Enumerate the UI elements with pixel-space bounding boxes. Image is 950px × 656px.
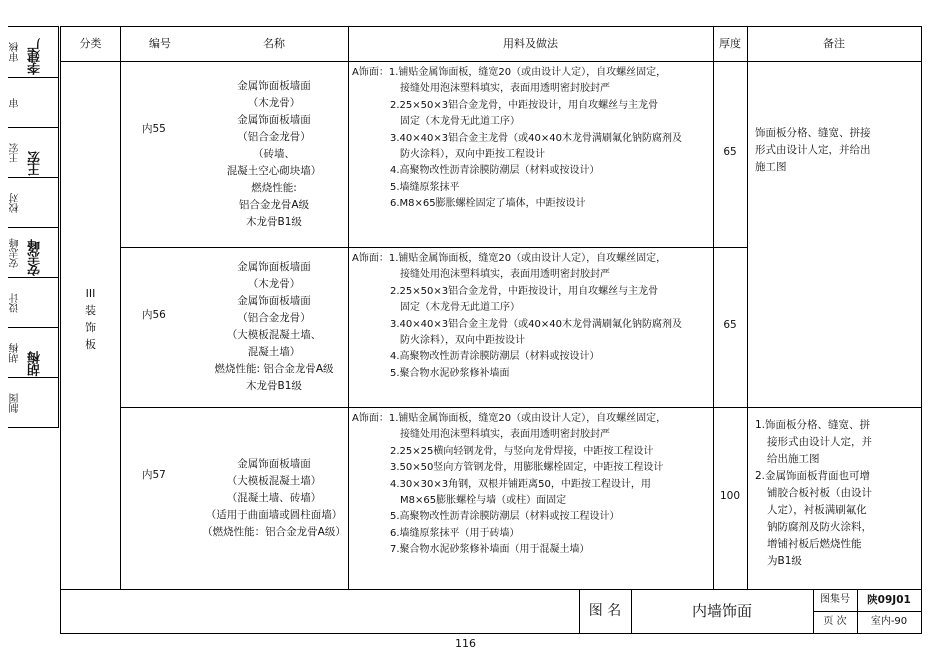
category-value: III装饰板 — [85, 287, 96, 351]
name-line: （大模板混凝土墙、 — [226, 329, 322, 341]
name-line: 混凝土墙） — [247, 346, 301, 358]
remark-line: 给出施工图 — [767, 453, 820, 465]
method-line: 2.25×50×3铝合金龙骨，中距按设计，用自攻螺丝与主龙骨 — [390, 285, 659, 297]
row-code: 内56 — [142, 309, 166, 321]
header-remark: 备注 — [823, 37, 845, 50]
signature-role-label: 设计 — [10, 293, 21, 313]
signature-row — [8, 177, 58, 228]
name-line: 金属饰面板墙面 — [237, 261, 311, 273]
name-line: （燃烧性能：铝合金龙骨A级） — [202, 525, 346, 538]
method-line: 接缝处用泡沫塑料填实，表面用透明密封胶封严 — [400, 83, 610, 95]
signature-row — [8, 27, 58, 77]
remark-line: 2.金属饰面板背面也可增 — [755, 470, 871, 482]
drawing-name: 内墙饰面 — [691, 602, 752, 620]
method-line: 防火涂料），双向中距按工程设计 — [400, 149, 545, 161]
method-line: 3.40×40×3铝合金主龙骨（或40×40木龙骨满刷氟化钠防腐剂及 — [390, 318, 682, 330]
method-line: 4.30×30×3角钢，双根并铺距离50，中距按工程设计，用 — [390, 478, 651, 490]
row-method — [352, 411, 712, 559]
method-line: 接缝处用泡沫塑料填实，表面用透明密封胶封严 — [400, 429, 610, 441]
method-line: 接缝处用泡沫塑料填实，表面用透明密封胶封严 — [400, 269, 610, 281]
header-code: 编号 — [149, 37, 171, 50]
name-line: 金属饰面板墙面 — [237, 457, 311, 470]
spec-table — [60, 26, 922, 634]
signature-handwritten: 胡梅 — [28, 352, 43, 376]
signature-handwritten: 安志峰 — [28, 240, 43, 276]
method-line: 6.M8×65膨胀螺栓固定了墙体，中距按设计 — [390, 198, 586, 210]
method-line: 4.高聚物改性沥青涂膜防潮层（材料或按设计） — [390, 351, 600, 363]
remark-line: 形式由设计人定，并给出 — [755, 144, 871, 156]
signature-role-label: 王宏 — [10, 143, 21, 163]
signature-strip — [8, 26, 59, 428]
remark-line: 铺胶合板衬板（由设计 — [767, 487, 872, 499]
header-thickness: 厚度 — [719, 37, 741, 50]
method-line: 5.高聚物改性沥青涂膜防潮层（材料或按工程设计） — [390, 511, 620, 523]
remark-line: 为B1级 — [767, 555, 802, 567]
method-line: 5.聚合物水泥砂浆修补墙面 — [390, 367, 510, 379]
header-method: 用料及做法 — [503, 37, 558, 50]
drawing-name-label: 图 名 — [588, 603, 622, 619]
remark-line: 人定），衬板满刷氟化 — [767, 504, 867, 516]
method-line: 7.聚合物水泥砂浆修补墙面（用于混凝土墙） — [390, 544, 590, 556]
name-line: （混凝土墙、砖墙） — [226, 491, 322, 504]
row-code: 内55 — [142, 123, 166, 135]
page-number: 116 — [455, 637, 476, 650]
signature-role-label: 制图 — [10, 393, 21, 413]
name-line: （铝合金龙骨） — [237, 130, 311, 143]
signature-handwritten: 李建广 — [28, 39, 43, 75]
remark-line: 施工图 — [755, 161, 787, 173]
name-line: 铝合金龙骨A级 — [238, 198, 310, 211]
page-label: 页 次 — [823, 616, 847, 627]
row-name — [200, 456, 348, 541]
method-line: 2.25×25横向轻钢龙骨，与竖向龙骨焊接，中距按工程设计 — [390, 445, 654, 457]
row-code: 内57 — [142, 469, 166, 481]
signature-row — [8, 277, 58, 328]
method-line: 4.高聚物改性沥青涂膜防潮层（材料或按设计） — [390, 165, 600, 177]
method-line: 固定（木龙骨无此道工序） — [400, 302, 520, 314]
name-line: 燃烧性能: — [251, 181, 297, 194]
atlas-number: 陕09J01 — [867, 594, 911, 606]
signature-role-label: 审 — [10, 98, 21, 108]
row-method — [352, 251, 712, 382]
header-name: 名称 — [263, 37, 285, 50]
signature-handwritten: 王宏 — [28, 152, 43, 176]
method-line: 6.墙缝原浆抹平（用于砖墙） — [390, 527, 520, 539]
remark-line: 钠防腐剂及防火涂料， — [767, 521, 872, 533]
row-remark — [755, 417, 917, 570]
signature-role-label: 安志峰 — [10, 238, 21, 268]
method-line: A饰面：1.铺贴金属饰面板，缝宽20（或由设计人定），自攻螺丝固定， — [352, 413, 667, 424]
row-thickness: 100 — [719, 490, 741, 502]
name-line: （木龙骨） — [247, 278, 301, 290]
name-line: 燃烧性能: 铝合金龙骨A级 — [214, 363, 334, 375]
row-name — [200, 259, 348, 395]
method-line: A饰面：1.铺贴金属饰面板，缝宽20（或由设计人定），自攻螺丝固定， — [352, 67, 667, 78]
page-value: 室内-90 — [870, 616, 908, 627]
name-line: （铝合金龙骨） — [237, 312, 311, 324]
method-line: 3.40×40×3铝合金主龙骨（或40×40木龙骨满刷氟化钠防腐剂及 — [390, 132, 682, 144]
name-line: 金属饰面板墙面 — [237, 295, 311, 307]
signature-role-label: 审核 — [10, 42, 21, 62]
method-line: 2.25×50×3铝合金龙骨，中距按设计，用自攻螺丝与主龙骨 — [390, 99, 659, 111]
signature-row — [8, 127, 58, 178]
row-thickness: 65 — [723, 146, 737, 158]
row-method — [352, 65, 712, 213]
row-name — [200, 78, 348, 231]
name-line: 木龙骨B1级 — [246, 380, 302, 392]
method-line: 固定（木龙骨无此道工序） — [400, 116, 520, 128]
name-line: （适用于曲面墙或圆柱面墙） — [205, 508, 343, 521]
row-remark — [755, 125, 917, 176]
name-line: 金属饰面板墙面 — [237, 79, 311, 92]
remark-line: 接形式由设计人定，并 — [767, 436, 872, 448]
name-line: 木龙骨B1级 — [246, 215, 302, 228]
method-line: A饰面：1.铺贴金属饰面板，缝宽20（或由设计人定），自攻螺丝固定， — [352, 253, 667, 264]
name-line: （大模板混凝土墙） — [226, 474, 322, 487]
signature-row — [8, 227, 58, 278]
signature-row — [8, 327, 58, 378]
signature-row — [8, 77, 58, 128]
method-line: M8×65膨胀螺栓与墙（或柱）面固定 — [400, 495, 567, 507]
remark-line: 饰面板分格、缝宽、拼接 — [755, 127, 871, 139]
method-line: 3.50×50竖向方管钢龙骨，用膨胀螺栓固定，中距按工程设计 — [390, 462, 664, 474]
signature-role-label: 胡梅 — [10, 343, 21, 363]
signature-role-label: 校对 — [10, 193, 21, 213]
name-line: （砖墙、 — [253, 147, 295, 160]
name-line: 混凝土空心砌块墙） — [226, 164, 322, 177]
method-line: 防火涂料），双向中距按设计 — [400, 335, 525, 347]
name-line: 金属饰面板墙面 — [237, 113, 311, 126]
remark-line: 1.饰面板分格、缝宽、拼 — [755, 419, 871, 431]
signature-row — [8, 377, 58, 428]
method-line: 5.墙缝原浆抹平 — [390, 181, 460, 193]
atlas-label: 图集号 — [820, 594, 850, 605]
remark-line: 增铺衬板后燃烧性能 — [767, 538, 862, 550]
name-line: （木龙骨） — [247, 96, 301, 109]
header-category: 分类 — [79, 37, 102, 50]
row-thickness: 65 — [723, 319, 737, 331]
